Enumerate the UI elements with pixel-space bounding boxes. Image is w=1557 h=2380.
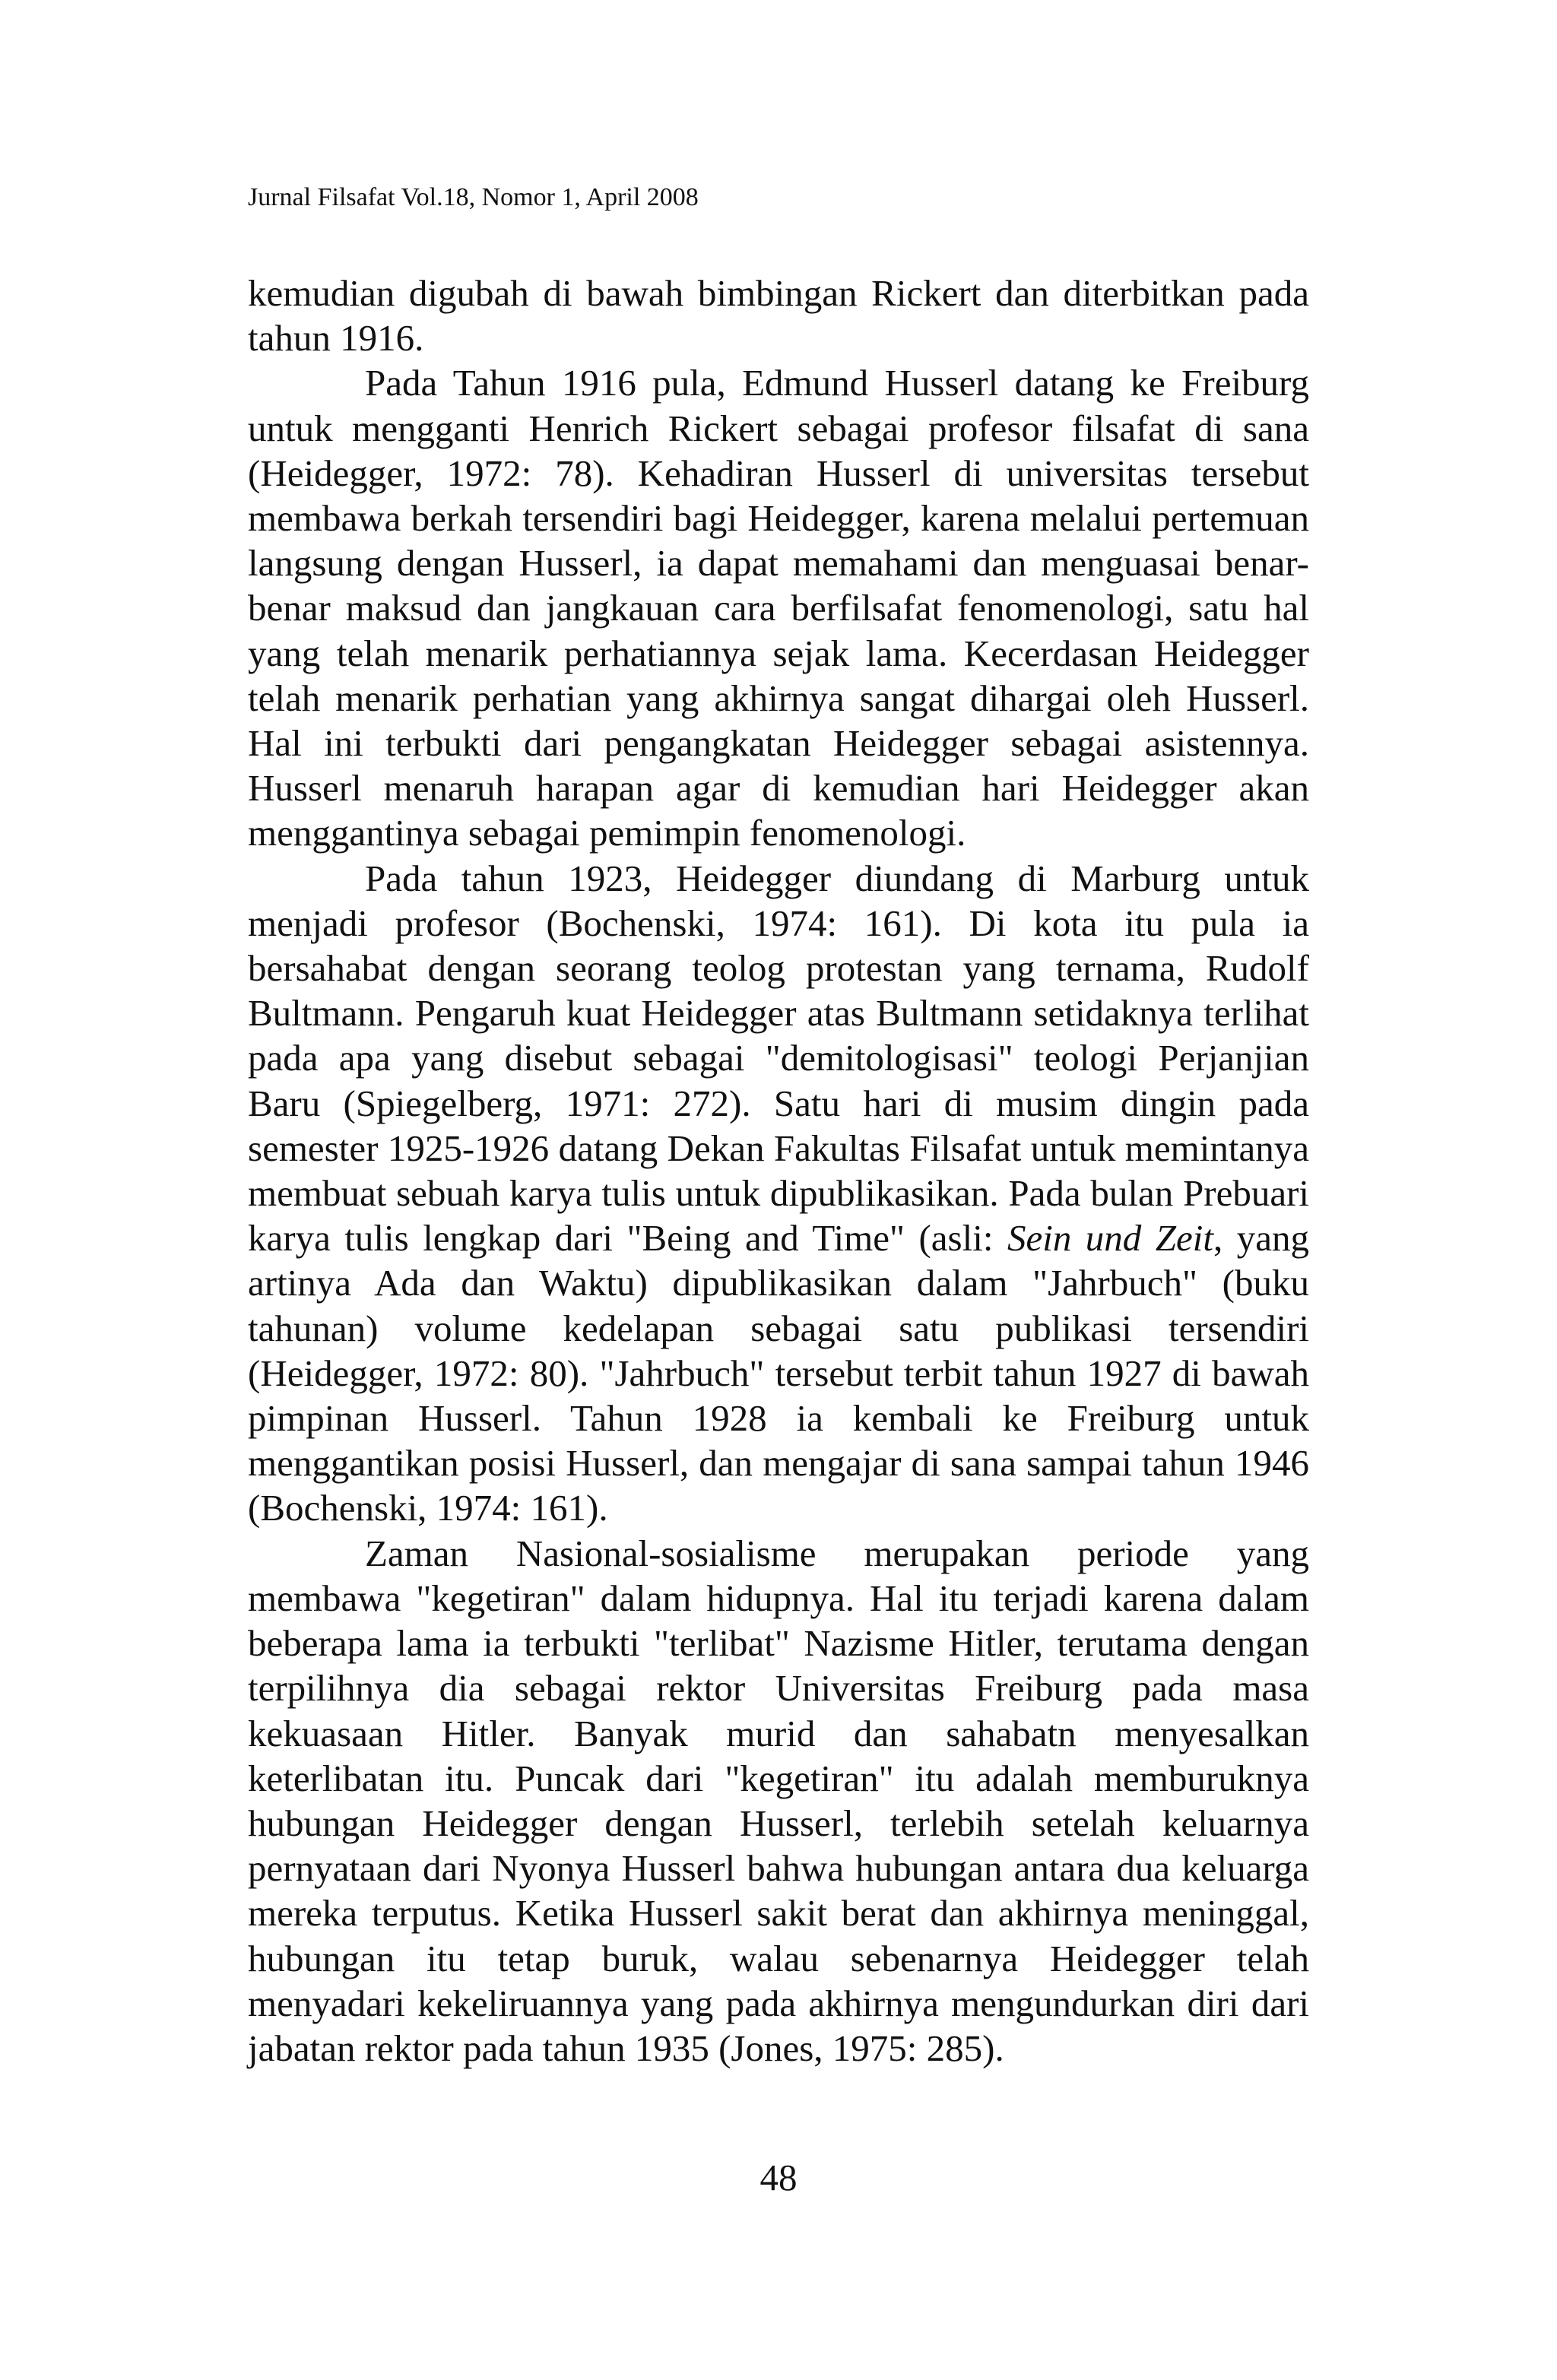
paragraph-3-text-start: Pada tahun 1923, Heidegger diundang di Marburg untuk menjadi profesor (Bochenski, 1974: 161). Di kota itu pula ia bersahabat dengan seorang teolog protestan yang ternama, Rudolf Bultmann. Pengaruh kuat Heidegger atas Bultmann setidaknya terlihat pada apa yang disebut sebagai "demitologisasi" teologi Perjanjian Baru (Spiegelberg, 1971: 272). Satu hari di musim dingin pada semester 1925-1926 datang Dekan Fakultas Filsafat untuk memintanya membuat sebuah karya tulis untuk dipublikasikan. Pada bulan Prebuari karya tulis lengkap dari "Being and Time" (asli:	[248, 857, 1309, 1260]
running-header: Jurnal Filsafat Vol.18, Nomor 1, April 2008	[248, 183, 699, 211]
paragraph-2: Pada Tahun 1916 pula, Edmund Husserl datang ke Freiburg untuk mengganti Henrich Rickert sebagai profesor filsafat di sana (Heidegger, 1972: 78). Kehadiran Husserl di universitas tersebut membawa berkah tersendiri bagi Heidegger, karena melalui pertemuan langsung dengan Husserl, ia dapat memahami dan menguasai benar-benar maksud dan jangkauan cara berfilsafat fenomenologi, satu hal yang telah menarik perhatiannya sejak lama. Kecerdasan Heidegger telah menarik perhatian yang akhirnya sangat dihargai oleh Husserl. Hal ini terbukti dari pengangkatan Heidegger sebagai asistennya. Husserl menaruh harapan agar di kemudian hari Heidegger akan menggantinya sebagai pemimpin fenomenologi.	[248, 362, 1309, 854]
paragraph-3-text-end: , yang artinya Ada dan Waktu) dipublikasikan dalam "Jahrbuch" (buku tahunan) volume kedelapan sebagai satu publikasi tersendiri (Heidegger, 1972: 80). "Jahrbuch" tersebut terbit tahun 1927 di bawah pimpinan Husserl. Tahun 1928 ia kembali ke Freiburg untuk menggantikan posisi Husserl, dan mengajar di sana sampai tahun 1946 (Bochenski, 1974: 161).	[248, 1217, 1309, 1529]
book-title-italic: Sein und Zeit	[1007, 1217, 1214, 1260]
article-body	[248, 271, 1309, 2071]
paragraph-4: Zaman Nasional-sosialisme merupakan periode yang membawa "kegetiran" dalam hidupnya. Hal itu terjadi karena dalam beberapa lama ia terbukti "terlibat" Nazisme Hitler, terutama dengan terpilihnya dia sebagai rektor Universitas Freiburg pada masa kekuasaan Hitler. Banyak murid dan sahabatn menyesalkan keterlibatan itu. Puncak dari "kegetiran" itu adalah memburuknya hubungan Heidegger dengan Husserl, terlebih setelah keluarnya pernyataan dari Nyonya Husserl bahwa hubungan antara dua keluarga mereka terputus. Ketika Husserl sakit berat dan akhirnya meninggal, hubungan itu tetap buruk, walau sebenarnya Heidegger telah menyadari kekeliruannya yang pada akhirnya mengundurkan diri dari jabatan rektor pada tahun 1935 (Jones, 1975: 285).	[248, 1532, 1309, 2069]
paragraph-3	[248, 856, 1309, 1531]
paragraph-1: kemudian digubah di bawah bimbingan Rickert dan diterbitkan pada tahun 1916.	[248, 272, 1309, 360]
page-number: 48	[759, 2157, 798, 2198]
